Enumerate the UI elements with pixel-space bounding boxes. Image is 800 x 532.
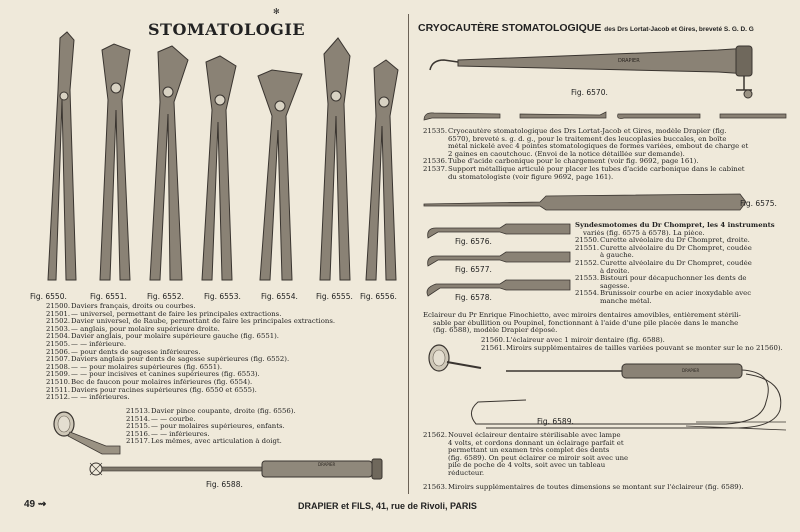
list-item-continuation: 6570), breveté s. g. d. g., pour le traitement des leucoplasies buccales, en boîte: [448, 135, 727, 143]
forceps-6556: [366, 60, 398, 280]
list-item: 21516.— — inférieures.: [126, 430, 210, 438]
eclaireur-line: Eclaireur du Pr Enrique Finochietto, avec miroirs dentaires amovibles, entièrement stérili-: [423, 312, 741, 319]
list-item-continuation: réducteur.: [448, 469, 485, 477]
fig-label-6576: Fig. 6576.: [455, 237, 492, 246]
list-item: 21505.— — inférieure.: [46, 340, 127, 348]
list-item-continuation: manche métal.: [600, 297, 652, 305]
list-item: 21553.Bistouri pour décapuchonner les dents de: [575, 275, 747, 283]
forceps-6554: [258, 70, 302, 280]
entry-21563: [423, 484, 795, 492]
fig-label-6552: Fig. 6552.: [147, 292, 184, 301]
list-item: 21515.— pour molaires supérieures, enfants.: [126, 423, 285, 431]
list-item: 21560.L'éclaireur avec 1 miroir dentaire (fig. 6588).: [481, 337, 665, 344]
right-entry-list-top: [423, 128, 795, 181]
section-title-stomatologie: STOMATOLOGIE: [148, 20, 306, 39]
entry-21562: [423, 432, 703, 478]
list-item: 21552.Curette alvéolaire du Dr Chompret, coudée: [575, 259, 752, 267]
list-item: 21513.Davier pince coupante, droite (fig. 6556).: [126, 408, 296, 415]
list-item-continuation: 2 gaines en caoutchouc. (Envoi de la notice détaillée sur demande).: [448, 150, 685, 158]
list-item: 21535.Cryocautère stomatologique des Drs Lortat-Jacob et Gires, modèle Drapier (fig.: [423, 128, 727, 135]
list-item: 21507.Daviers anglais pour dents de sagesse supérieures (fig. 6552).: [46, 356, 290, 364]
list-item: 21561.Miroirs supplémentaires de tailles variées pouvant se monter sur le no 21560).: [481, 344, 783, 352]
list-item: 21500.Daviers français, droits ou courbes.: [46, 303, 196, 310]
list-item: 21551.Curette alvéolaire du Dr Chompret, coudée: [575, 244, 752, 252]
forceps-6551: [100, 44, 130, 280]
list-item: 21508.— — pour molaires supérieures (fig. 6551).: [46, 363, 223, 371]
syndesmotome-6576: [428, 224, 570, 238]
list-item-continuation: pile de poche de 4 volts, soit avec un tableau: [448, 462, 606, 470]
syndesmotome-line: variés (fig. 6575 à 6578). La pièce.: [583, 229, 705, 237]
fig-label-6589: Fig. 6589.: [537, 417, 574, 426]
fig-label-6555: Fig. 6555.: [316, 292, 353, 301]
list-item: 21514.— — courbe.: [126, 415, 196, 423]
fig-label-6551: Fig. 6551.: [90, 292, 127, 301]
fig-label-6554: Fig. 6554.: [261, 292, 298, 301]
list-item: 21537.Support métallique articulé pour placer les tubes d'acide carbonique dans le cabinet: [423, 165, 745, 173]
list-item: 21563.Miroirs supplémentaires de toutes dimensions se montant sur l'éclaireur (fig. 6589).: [423, 484, 744, 491]
list-item-continuation: 4 volts, et cordons donnant un éclairage parfait et: [448, 439, 624, 447]
list-item: 21517.Les mêmes, avec articulation à doigt.: [126, 438, 282, 446]
list-item: 21536.Tube d'acide carbonique pour le chargement (voir fig. 9692, page 161).: [423, 158, 699, 166]
left-entry-list: [46, 303, 406, 402]
list-item: 21510.Bec de faucon pour molaires inférieures (fig. 6554).: [46, 378, 253, 386]
cryocautere-tips: [420, 108, 790, 124]
syndesmotome-6577: [428, 252, 570, 266]
list-item: 21550.Curette alvéolaire du Dr Chompret, droite.: [575, 237, 750, 245]
fig-label-6553: Fig. 6553.: [204, 292, 241, 301]
forceps-6550: [48, 32, 76, 280]
list-item: 21503.— anglais, pour molaire supérieure droite.: [46, 325, 220, 333]
fig-label-6556: Fig. 6556.: [360, 292, 397, 301]
fig-label-6588: Fig. 6588.: [206, 480, 243, 489]
eclaireur-line: (fig. 6588), modèle Drapier déposé.: [433, 327, 558, 335]
forceps-6552: [150, 46, 188, 280]
list-item: 21509.— — pour incisives et canines supérieures (fig. 6553).: [46, 371, 260, 379]
fig-label-6570: Fig. 6570.: [571, 88, 608, 97]
dental-mirror-illustration: [46, 410, 126, 460]
syndesmotome-line: Syndesmotomes du Dr Chompret, les 4 instruments: [575, 222, 775, 229]
eclaireur-entries: [481, 337, 796, 352]
list-item: 21512.— — inférieures.: [46, 394, 130, 402]
list-item-continuation: métal nickelé avec 4 pointes stomatologiques de formes variées, embout de charge et: [448, 143, 749, 151]
forceps-6555: [320, 38, 350, 280]
fig-label-6550: Fig. 6550.: [30, 292, 67, 301]
forceps-illustrations: [40, 30, 440, 280]
forceps-6553: [202, 56, 236, 280]
page-footer: DRAPIER et FILS, 41, rue de Rivoli, PARIS: [298, 501, 477, 511]
fig-label-6577: Fig. 6577.: [455, 265, 492, 274]
list-item: 21504.Davier anglais, pour molaire supérieure gauche (fig. 6551).: [46, 333, 279, 341]
list-item-continuation: sagesse.: [600, 282, 630, 290]
eclaireur-cord-illustration: [466, 362, 796, 432]
eclaireur-paragraph: [423, 312, 795, 335]
syringe-brand: DRAPIER: [318, 462, 336, 467]
page-ornament: ✻: [273, 7, 280, 16]
list-item: 21554.Brunissoir courbe en acier inoxydable avec: [575, 290, 752, 298]
syndesmotome-6575: [424, 194, 746, 210]
list-item: 21501.— universel, permettant de faire les principales extractions.: [46, 310, 282, 318]
list-item: 21562.Nouvel éclaireur dentaire stérilisable avec lampe: [423, 432, 621, 439]
syndesmotome-6578: [427, 280, 570, 296]
list-item: 21511.Daviers pour racines supérieures (fig. 6550 et 6555).: [46, 386, 257, 394]
list-item-continuation: permettant un examen très complet des dents: [448, 447, 610, 455]
syringe-illustration: [86, 455, 406, 485]
list-item: 21506.— pour dents de sagesse inférieures.: [46, 348, 201, 356]
section-title-cryocautere: CRYOCAUTÈRE STOMATOLOGIQUE des Drs Lortat-Jacob et Gires, breveté S. G. D. G: [418, 22, 754, 34]
left-entry-list-indented: [126, 408, 406, 446]
cryo-brand-label: DRAPIER: [618, 58, 640, 64]
eclaireur-line: sable par ébullition ou Poupinel, fonctionnant à l'aide d'une pile placée dans le manche: [433, 319, 739, 327]
fig-label-6578: Fig. 6578.: [455, 293, 492, 302]
list-item-continuation: à gauche.: [600, 252, 634, 260]
list-item-continuation: du stomatologiste (voir figure 9692, page 161).: [448, 173, 614, 181]
list-item-continuation: à droite.: [600, 267, 630, 275]
list-item: 21502.Davier universel, de Raube, permettant de faire les principales extractions.: [46, 318, 336, 326]
page-number: 49 ⇝: [24, 499, 47, 510]
cord-brand: DRAPIER: [682, 368, 700, 373]
fig-label-6575: Fig. 6575.: [740, 199, 777, 208]
syndesmotome-text: [575, 222, 795, 306]
list-item-continuation: (fig. 6589). On peut éclairer ce miroir soit avec une: [448, 454, 629, 462]
